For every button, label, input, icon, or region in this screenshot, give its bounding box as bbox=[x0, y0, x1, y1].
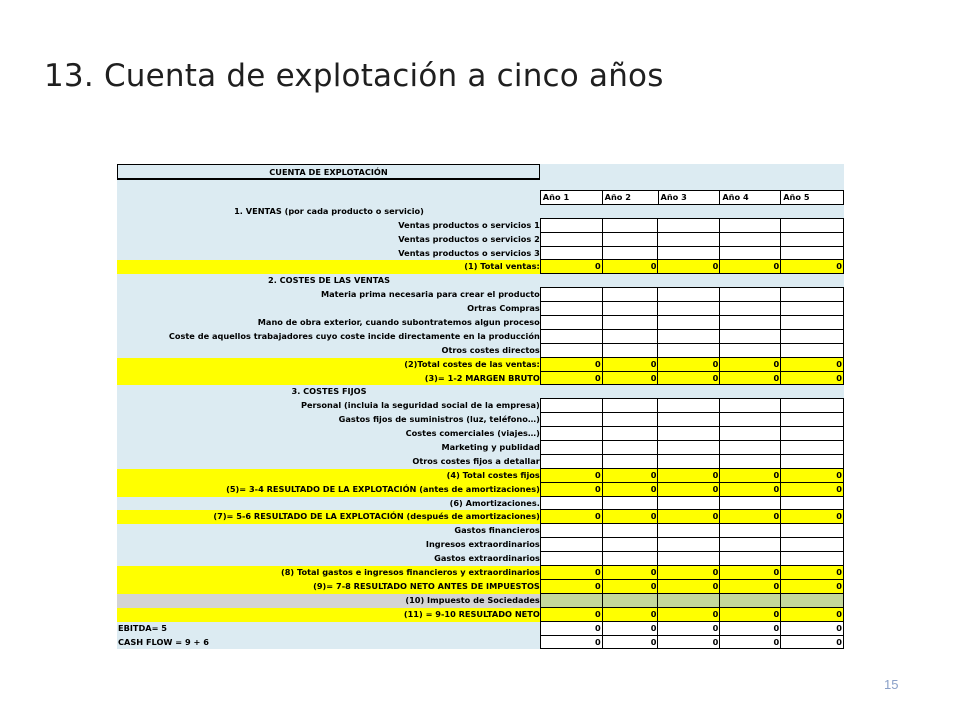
value-cell[interactable]: 0 bbox=[657, 607, 720, 622]
value-cell[interactable] bbox=[602, 287, 659, 302]
value-cell[interactable]: 0 bbox=[719, 579, 781, 594]
table-row bbox=[117, 538, 844, 552]
value-cell[interactable]: 0 bbox=[602, 621, 659, 636]
value-cell[interactable]: 0 bbox=[602, 565, 659, 580]
value-cell[interactable] bbox=[540, 287, 603, 302]
year-header: Año 1 bbox=[540, 190, 603, 205]
value-cell[interactable] bbox=[540, 398, 603, 413]
value-cell[interactable]: 0 bbox=[540, 565, 603, 580]
value-cell[interactable] bbox=[719, 440, 781, 455]
value-cell[interactable]: 0 bbox=[719, 509, 781, 524]
value-cell[interactable] bbox=[719, 343, 781, 358]
row-label: (9)= 7-8 RESULTADO NETO ANTES DE IMPUESTOS bbox=[117, 580, 541, 594]
value-cell[interactable] bbox=[540, 232, 603, 247]
value-cell[interactable] bbox=[719, 551, 781, 566]
table-row bbox=[117, 399, 844, 413]
row-label: (4) Total costes fijos bbox=[117, 469, 541, 483]
table-row bbox=[117, 594, 844, 608]
row-label: (11) = 9-10 RESULTADO NETO bbox=[117, 608, 541, 622]
row-label: Ventas productos o servicios 2 bbox=[398, 233, 540, 244]
value-cell[interactable]: 0 bbox=[602, 357, 659, 372]
value-cell[interactable] bbox=[657, 440, 720, 455]
table-row bbox=[117, 636, 844, 650]
header-spacer bbox=[117, 191, 541, 205]
value-cell[interactable] bbox=[719, 537, 781, 552]
value-cell[interactable]: 0 bbox=[780, 482, 844, 497]
table-row bbox=[117, 316, 844, 330]
row-label: Ventas productos o servicios 3 bbox=[398, 247, 540, 258]
value-cell[interactable] bbox=[719, 496, 781, 511]
row-label: Otros costes fijos a detallar bbox=[412, 455, 540, 466]
value-cell[interactable]: 0 bbox=[657, 509, 720, 524]
value-cell[interactable] bbox=[719, 523, 781, 538]
value-cell[interactable] bbox=[657, 343, 720, 358]
value-cell[interactable]: 0 bbox=[719, 259, 781, 274]
value-cell[interactable] bbox=[540, 246, 603, 261]
value-cell[interactable]: 0 bbox=[657, 565, 720, 580]
row-label: 3. COSTES FIJOS bbox=[291, 386, 367, 397]
value-cell[interactable] bbox=[719, 287, 781, 302]
value-cell[interactable] bbox=[602, 440, 659, 455]
table-row bbox=[117, 385, 844, 399]
value-cell[interactable]: 0 bbox=[540, 468, 603, 483]
value-cell[interactable] bbox=[719, 426, 781, 441]
value-cell[interactable] bbox=[719, 218, 781, 233]
value-cell[interactable] bbox=[657, 412, 720, 427]
table-title-row bbox=[117, 164, 844, 181]
table-row bbox=[117, 205, 844, 219]
row-label: (2)Total costes de las ventas: bbox=[117, 358, 541, 372]
value-cell[interactable] bbox=[780, 412, 844, 427]
year-header: Año 3 bbox=[658, 190, 721, 205]
value-cell[interactable] bbox=[719, 246, 781, 261]
row-label: Materia prima necesaria para crear el producto bbox=[320, 289, 540, 300]
value-cell[interactable]: 0 bbox=[540, 482, 603, 497]
year-header: Año 5 bbox=[780, 190, 844, 205]
value-cell[interactable] bbox=[540, 343, 603, 358]
table-row bbox=[117, 455, 844, 469]
value-cell[interactable] bbox=[780, 454, 844, 469]
value-cell[interactable]: 0 bbox=[719, 621, 781, 636]
value-cell[interactable] bbox=[780, 426, 844, 441]
value-cell[interactable] bbox=[540, 412, 603, 427]
value-cell[interactable]: 0 bbox=[540, 635, 603, 650]
value-cell[interactable] bbox=[780, 329, 844, 344]
row-label: (1) Total ventas: bbox=[117, 260, 541, 274]
value-cell[interactable]: 0 bbox=[602, 482, 659, 497]
value-cell[interactable]: 0 bbox=[602, 635, 659, 650]
value-cell[interactable] bbox=[540, 315, 603, 330]
value-cell[interactable] bbox=[602, 232, 659, 247]
value-cell[interactable]: 0 bbox=[602, 371, 659, 386]
value-cell[interactable] bbox=[780, 440, 844, 455]
value-cell[interactable] bbox=[657, 454, 720, 469]
value-cell[interactable] bbox=[719, 398, 781, 413]
value-cell[interactable]: 0 bbox=[780, 565, 844, 580]
value-cell[interactable] bbox=[540, 329, 603, 344]
table-row bbox=[117, 469, 844, 483]
slide-title: 13. Cuenta de explotación a cinco años bbox=[44, 58, 664, 94]
value-cell[interactable] bbox=[602, 301, 659, 316]
value-cell[interactable]: 0 bbox=[780, 635, 844, 650]
value-cell[interactable]: 0 bbox=[719, 607, 781, 622]
value-cell[interactable] bbox=[540, 551, 603, 566]
value-cell[interactable] bbox=[657, 593, 720, 608]
value-cell[interactable] bbox=[719, 454, 781, 469]
table-row bbox=[117, 372, 844, 386]
value-cell[interactable] bbox=[780, 218, 844, 233]
value-cell[interactable]: 0 bbox=[540, 357, 603, 372]
value-cell[interactable]: 0 bbox=[657, 579, 720, 594]
value-cell[interactable]: 0 bbox=[657, 259, 720, 274]
row-label: EBITDA= 5 bbox=[118, 622, 168, 633]
value-cell[interactable] bbox=[719, 593, 781, 608]
value-cell[interactable] bbox=[657, 246, 720, 261]
value-cell[interactable]: 0 bbox=[602, 509, 659, 524]
value-cell[interactable]: 0 bbox=[780, 509, 844, 524]
value-cell[interactable]: 0 bbox=[602, 607, 659, 622]
row-label: Marketing y publidad bbox=[441, 442, 540, 453]
value-cell[interactable]: 0 bbox=[657, 621, 720, 636]
value-cell[interactable] bbox=[780, 551, 844, 566]
value-cell[interactable] bbox=[602, 412, 659, 427]
value-cell[interactable]: 0 bbox=[540, 509, 603, 524]
value-cell[interactable]: 0 bbox=[657, 482, 720, 497]
value-cell[interactable] bbox=[657, 287, 720, 302]
value-cell[interactable] bbox=[657, 329, 720, 344]
row-label: Ortras Compras bbox=[467, 303, 540, 314]
table-row bbox=[117, 483, 844, 497]
value-cell[interactable] bbox=[540, 496, 603, 511]
value-cell[interactable] bbox=[780, 232, 844, 247]
value-cell[interactable]: 0 bbox=[657, 371, 720, 386]
value-cell[interactable]: 0 bbox=[602, 259, 659, 274]
value-cell[interactable] bbox=[780, 343, 844, 358]
value-cell[interactable] bbox=[602, 343, 659, 358]
table-row bbox=[117, 233, 844, 247]
value-cell[interactable] bbox=[602, 398, 659, 413]
year-header: Año 4 bbox=[719, 190, 781, 205]
row-label: Mano de obra exterior, cuando subontratemos algun proceso bbox=[257, 317, 540, 328]
value-cell[interactable] bbox=[657, 398, 720, 413]
value-cell[interactable]: 0 bbox=[780, 579, 844, 594]
value-cell[interactable]: 0 bbox=[719, 468, 781, 483]
value-cell[interactable] bbox=[602, 218, 659, 233]
table-row bbox=[117, 524, 844, 538]
value-cell[interactable] bbox=[540, 593, 603, 608]
row-label: Gastos fijos de suministros (luz, teléfono…) bbox=[338, 414, 540, 425]
row-label: (8) Total gastos e ingresos financieros y extraordinarios bbox=[117, 566, 541, 580]
value-cell[interactable] bbox=[602, 496, 659, 511]
value-cell[interactable] bbox=[540, 440, 603, 455]
table-row bbox=[117, 358, 844, 372]
value-cell[interactable] bbox=[780, 246, 844, 261]
value-cell[interactable] bbox=[540, 454, 603, 469]
value-cell[interactable] bbox=[657, 523, 720, 538]
value-cell[interactable]: 0 bbox=[780, 259, 844, 274]
table-row bbox=[117, 344, 844, 358]
table-row bbox=[117, 580, 844, 594]
value-cell[interactable] bbox=[602, 426, 659, 441]
table-row bbox=[117, 510, 844, 524]
value-cell[interactable]: 0 bbox=[657, 468, 720, 483]
table-row bbox=[117, 566, 844, 580]
row-label: Ingresos extraordinarios bbox=[425, 539, 540, 550]
value-cell[interactable]: 0 bbox=[719, 371, 781, 386]
value-cell[interactable]: 0 bbox=[602, 579, 659, 594]
row-label: CASH FLOW = 9 + 6 bbox=[118, 636, 209, 647]
year-header: Año 2 bbox=[602, 190, 659, 205]
table-row bbox=[117, 302, 844, 316]
value-cell[interactable]: 0 bbox=[780, 371, 844, 386]
table-row bbox=[117, 622, 844, 636]
value-cell[interactable]: 0 bbox=[719, 357, 781, 372]
value-cell[interactable] bbox=[780, 398, 844, 413]
value-cell[interactable] bbox=[657, 496, 720, 511]
value-cell[interactable] bbox=[657, 301, 720, 316]
value-cell[interactable] bbox=[657, 551, 720, 566]
row-label: Gastos financieros bbox=[454, 525, 540, 536]
value-cell[interactable]: 0 bbox=[657, 357, 720, 372]
value-cell[interactable]: 0 bbox=[780, 621, 844, 636]
value-cell[interactable] bbox=[540, 301, 603, 316]
table-row bbox=[117, 441, 844, 455]
value-cell[interactable] bbox=[602, 315, 659, 330]
value-cell[interactable]: 0 bbox=[719, 635, 781, 650]
value-cell[interactable] bbox=[780, 301, 844, 316]
row-label: Costes comerciales (viajes…) bbox=[405, 428, 540, 439]
year-header-row bbox=[117, 191, 844, 205]
value-cell[interactable]: 0 bbox=[540, 607, 603, 622]
value-cell[interactable] bbox=[602, 537, 659, 552]
value-cell[interactable] bbox=[780, 537, 844, 552]
value-cell[interactable]: 0 bbox=[540, 259, 603, 274]
value-cell[interactable]: 0 bbox=[540, 579, 603, 594]
table-body bbox=[117, 205, 844, 650]
value-cell[interactable] bbox=[780, 523, 844, 538]
table-row bbox=[117, 552, 844, 566]
value-cell[interactable] bbox=[602, 593, 659, 608]
value-cell[interactable] bbox=[540, 523, 603, 538]
row-label: Otros costes directos bbox=[441, 344, 540, 355]
value-cell[interactable]: 0 bbox=[540, 621, 603, 636]
value-cell[interactable] bbox=[657, 232, 720, 247]
row-label: (7)= 5-6 RESULTADO DE LA EXPLOTACIÓN (después de amortizaciones) bbox=[117, 510, 541, 524]
table-row bbox=[117, 497, 844, 511]
table-row bbox=[117, 427, 844, 441]
value-cell[interactable]: 0 bbox=[780, 607, 844, 622]
value-cell[interactable] bbox=[602, 523, 659, 538]
table-row bbox=[117, 330, 844, 344]
row-label: (6) Amortizaciones. bbox=[449, 497, 540, 508]
table-row bbox=[117, 219, 844, 233]
row-label: Ventas productos o servicios 1 bbox=[398, 219, 540, 230]
value-cell[interactable]: 0 bbox=[780, 357, 844, 372]
value-cell[interactable]: 0 bbox=[540, 371, 603, 386]
value-cell[interactable] bbox=[719, 315, 781, 330]
value-cell[interactable] bbox=[719, 329, 781, 344]
value-cell[interactable] bbox=[540, 537, 603, 552]
table-row bbox=[117, 413, 844, 427]
table-title: CUENTA DE EXPLOTACIÓN bbox=[117, 164, 540, 180]
value-cell[interactable] bbox=[780, 496, 844, 511]
income-statement-table bbox=[117, 164, 844, 649]
row-label: Personal (incluia la seguridad social de la empresa) bbox=[300, 400, 540, 411]
row-label: 1. VENTAS (por cada producto o servicio) bbox=[234, 205, 424, 216]
value-cell[interactable] bbox=[780, 287, 844, 302]
row-label: (3)= 1-2 MARGEN BRUTO bbox=[117, 372, 541, 386]
value-cell[interactable]: 0 bbox=[657, 635, 720, 650]
value-cell[interactable] bbox=[657, 218, 720, 233]
value-cell[interactable]: 0 bbox=[602, 468, 659, 483]
row-label: (10) Impuesto de Sociedades bbox=[117, 594, 541, 608]
page-number: 15 bbox=[884, 677, 899, 692]
table-row bbox=[117, 288, 844, 302]
value-cell[interactable] bbox=[540, 426, 603, 441]
value-cell[interactable] bbox=[719, 301, 781, 316]
row-label: Coste de aquellos trabajadores cuyo coste incide directamente en la producción bbox=[168, 330, 540, 341]
value-cell[interactable] bbox=[540, 218, 603, 233]
value-cell[interactable] bbox=[657, 426, 720, 441]
value-cell[interactable]: 0 bbox=[719, 482, 781, 497]
value-cell[interactable] bbox=[719, 232, 781, 247]
table-row bbox=[117, 247, 844, 261]
value-cell[interactable]: 0 bbox=[780, 468, 844, 483]
table-row bbox=[117, 608, 844, 622]
row-label: (5)= 3-4 RESULTADO DE LA EXPLOTACIÓN (antes de amortizaciones) bbox=[117, 483, 541, 497]
value-cell[interactable] bbox=[657, 537, 720, 552]
table-row bbox=[117, 260, 844, 274]
row-label: 2. COSTES DE LAS VENTAS bbox=[268, 275, 390, 286]
value-cell[interactable] bbox=[602, 329, 659, 344]
value-cell[interactable] bbox=[780, 315, 844, 330]
value-cell[interactable] bbox=[602, 246, 659, 261]
value-cell[interactable] bbox=[780, 593, 844, 608]
row-label: Gastos extraordinarios bbox=[434, 553, 540, 564]
value-cell[interactable] bbox=[657, 315, 720, 330]
table-row bbox=[117, 274, 844, 288]
value-cell[interactable] bbox=[602, 454, 659, 469]
value-cell[interactable] bbox=[719, 412, 781, 427]
value-cell[interactable]: 0 bbox=[719, 565, 781, 580]
value-cell[interactable] bbox=[602, 551, 659, 566]
